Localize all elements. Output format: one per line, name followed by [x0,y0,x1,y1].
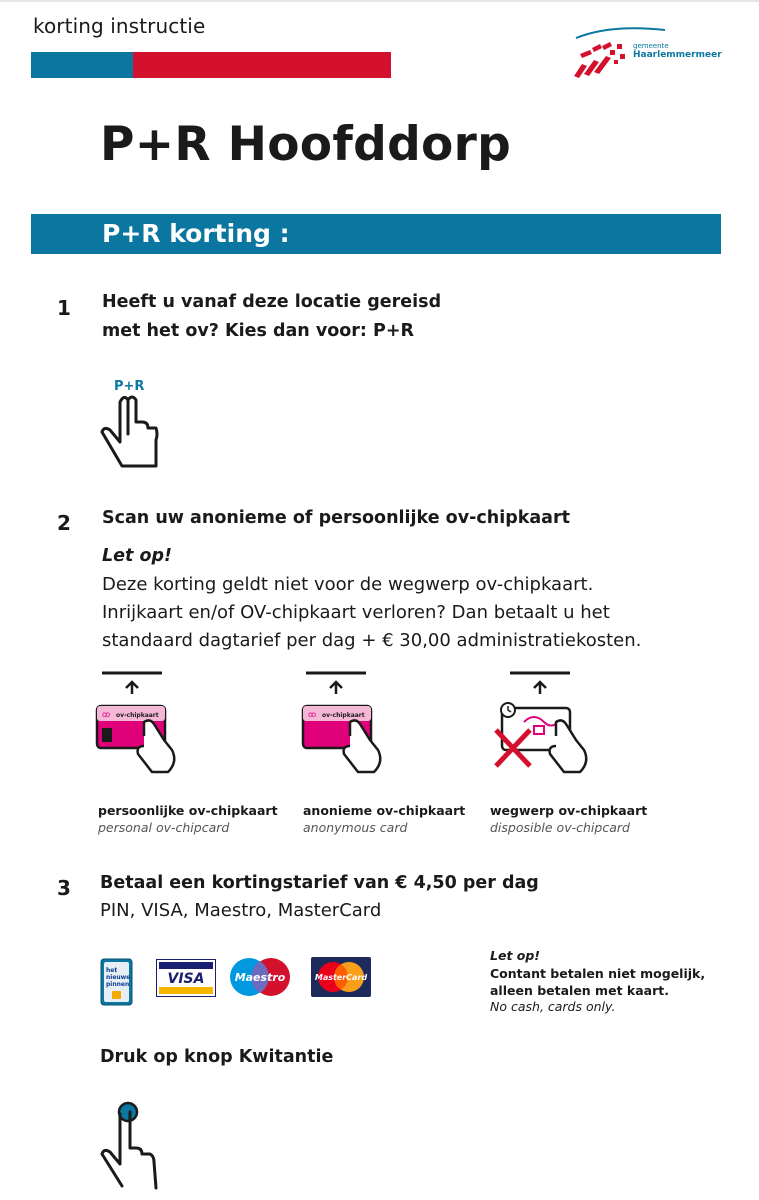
card-3-label: wegwerp ov-chipkaart [490,803,648,818]
personal-card-icon [94,670,184,776]
card-brand-text: ov-chipkaart [116,712,159,719]
step-2-letop: Let op! [102,546,173,566]
cash-note-en: No cash, cards only. [490,999,616,1014]
cash-note-line-2: alleen betalen met kaart. [490,983,669,998]
step-1-number: 1 [57,296,71,320]
step-2-line-1: Deze korting geldt niet voor de wegwerp ov-chipkaart. [102,574,594,595]
cash-note-title: Let op! [490,948,541,963]
svg-text:nieuwe: nieuwe [106,974,131,981]
step-3-title: Betaal een kortingstarief van € 4,50 per dag [100,873,539,893]
section-label: P+R korting : [102,219,290,248]
header-bar-red [133,52,391,78]
mastercard-logo [311,957,371,997]
logo-prefix: gemeente [633,42,669,50]
card-3-sub: disposible ov-chipcard [490,820,630,835]
svg-text:pinnen: pinnen [106,981,130,988]
tap-p-r-icon [98,372,168,472]
svg-text:Maestro: Maestro [234,971,286,984]
step-2-line-2: Inrijkaart en/of OV-chipkaart verloren? Dan betaalt u het [102,602,610,623]
disposable-card-icon [490,670,594,776]
receipt-instruction: Druk op knop Kwitantie [100,1047,334,1067]
header-bar-blue [31,52,133,78]
card-2-sub: anonymous card [303,820,408,835]
card-1-label: persoonlijke ov-chipkaart [98,803,278,818]
step-1-line-2: met het ov? Kies dan voor: P+R [102,321,414,341]
top-divider [0,0,759,2]
step-2-title: Scan uw anonieme of persoonlijke ov-chipkaart [102,508,570,528]
card-2-label: anonieme ov-chipkaart [303,803,466,818]
svg-text:ꝏ: ꝏ [308,710,317,719]
step-2-line-3: standaard dagtarief per dag + € 30,00 administratiekosten. [102,630,642,651]
logo-name: Haarlemmermeer [633,50,722,60]
svg-text:ꝏ: ꝏ [102,710,111,719]
svg-text:VISA: VISA [167,971,205,987]
header-title: korting instructie [33,14,206,38]
step-1-line-1: Heeft u vanaf deze locatie gereisd [102,292,442,312]
svg-text:het: het [106,967,118,974]
pin-logo [100,958,133,1006]
step-3-methods: PIN, VISA, Maestro, MasterCard [100,900,382,921]
tap-receipt-icon [96,1100,168,1192]
step-3-number: 3 [57,876,71,900]
maestro-logo [229,957,291,997]
card-brand-text: ov-chipkaart [322,712,365,719]
cash-note-line-1: Contant betalen niet mogelijk, [490,966,706,981]
p-r-button-label: P+R [114,379,145,394]
anonymous-card-icon [300,670,390,776]
card-1-sub: personal ov-chipcard [98,820,230,835]
step-2-number: 2 [57,511,71,535]
svg-text:MasterCard: MasterCard [314,973,368,982]
visa-logo [156,959,216,997]
page-title: P+R Hoofddorp [100,117,512,172]
